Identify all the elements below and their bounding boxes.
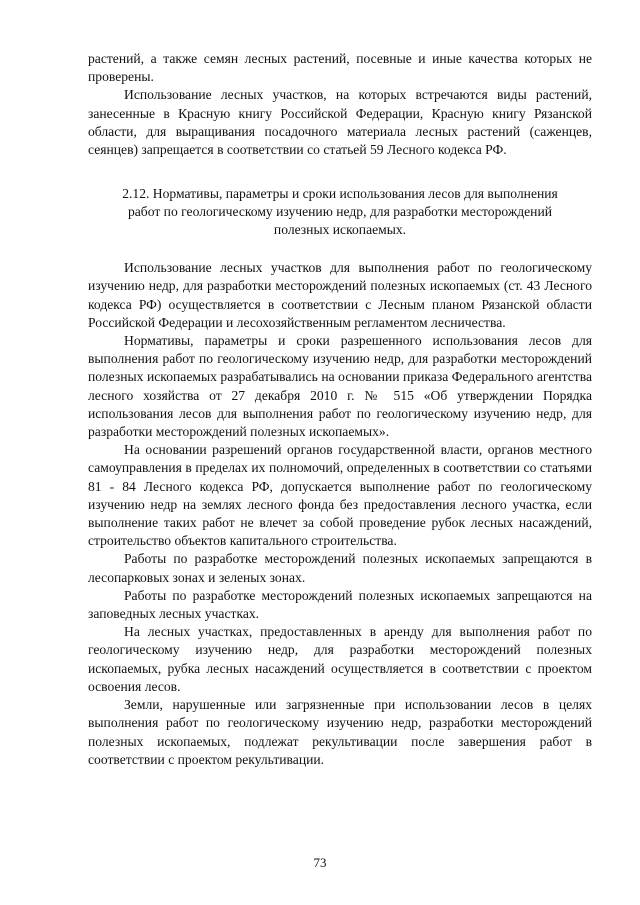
paragraph-body-2: Нормативы, параметры и сроки разрешенного использования лесов для выполнения работ по геологическому изучению недр, для разработки месторождений полезных ископаемых разрабатывались на основании приказа Федерального агентства лесного хозяйства от 27 декабря 2010 г. № 515 «Об утверждении Порядка использования лесов для выполнения работ по геологическому изучению недр, для разработки месторождений полезных ископаемых». [88, 333, 592, 440]
paragraph-body-5: Работы по разработке месторождений полезных ископаемых запрещаются на заповедных лесных участках. [88, 587, 592, 622]
document-page [88, 50, 592, 769]
paragraph-body-4: Работы по разработке месторождений полезных ископаемых запрещаются в лесопарковых зонах и зеленых зонах. [88, 551, 592, 585]
paragraph-body-1: Использование лесных участков для выполнения работ по геологическому изучению недр, для разработки месторождений полезных ископаемых (ст. 43 Лесного кодекса РФ) осуществляется в соответствии с Лесным планом Рязанской области Российской Федерации и лесохозяйственным регламентом лесничества. [88, 260, 592, 330]
paragraph-red-book-restriction: Использование лесных участков, на которых встречаются виды растений, занесенные в Красную книгу Российской Федерации, Красную книгу Рязанской области, для выращивания посадочного материала лесных растений (саженцев, сеянцев) запрещается в соответствии со статьей 59 Лесного кодекса РФ. [88, 87, 592, 158]
page-number: 73 [313, 855, 327, 870]
paragraph-continued: растений, а также семян лесных растений, посевные и иные качества которых не проверены. [88, 51, 592, 85]
paragraph-body-7: Земли, нарушенные или загрязненные при использовании лесов в целях выполнения работ по геологическому изучению недр, разработки месторождений полезных ископаемых, подлежат рекультивации после завершения работ в соответствии с проектом рекультивации. [88, 697, 592, 767]
section-heading: 2.12. Нормативы, параметры и сроки использования лесов для выполнения работ по геологическому изучению недр, для разработки месторождений полезных ископаемых. [122, 186, 558, 238]
paragraph-body-3: На основании разрешений органов государственной власти, органов местного самоуправления в пределах их полномочий, определенных в соответствии со статьями 81 - 84 Лесного кодекса РФ, допускается выполнение работ по геологическому изучению недр на землях лесного фонда без предоставления лесного участка, если выполнение таких работ не влечет за собой проведение рубок лесных насаждений, строительство объектов капитального строительства. [88, 442, 592, 549]
paragraph-body-6: На лесных участках, предоставленных в аренду для выполнения работ по геологическому изучению недр, для разработки месторождений полезных ископаемых, рубка лесных насаждений осуществляется в соответствии с проектом освоения лесов. [88, 624, 592, 694]
